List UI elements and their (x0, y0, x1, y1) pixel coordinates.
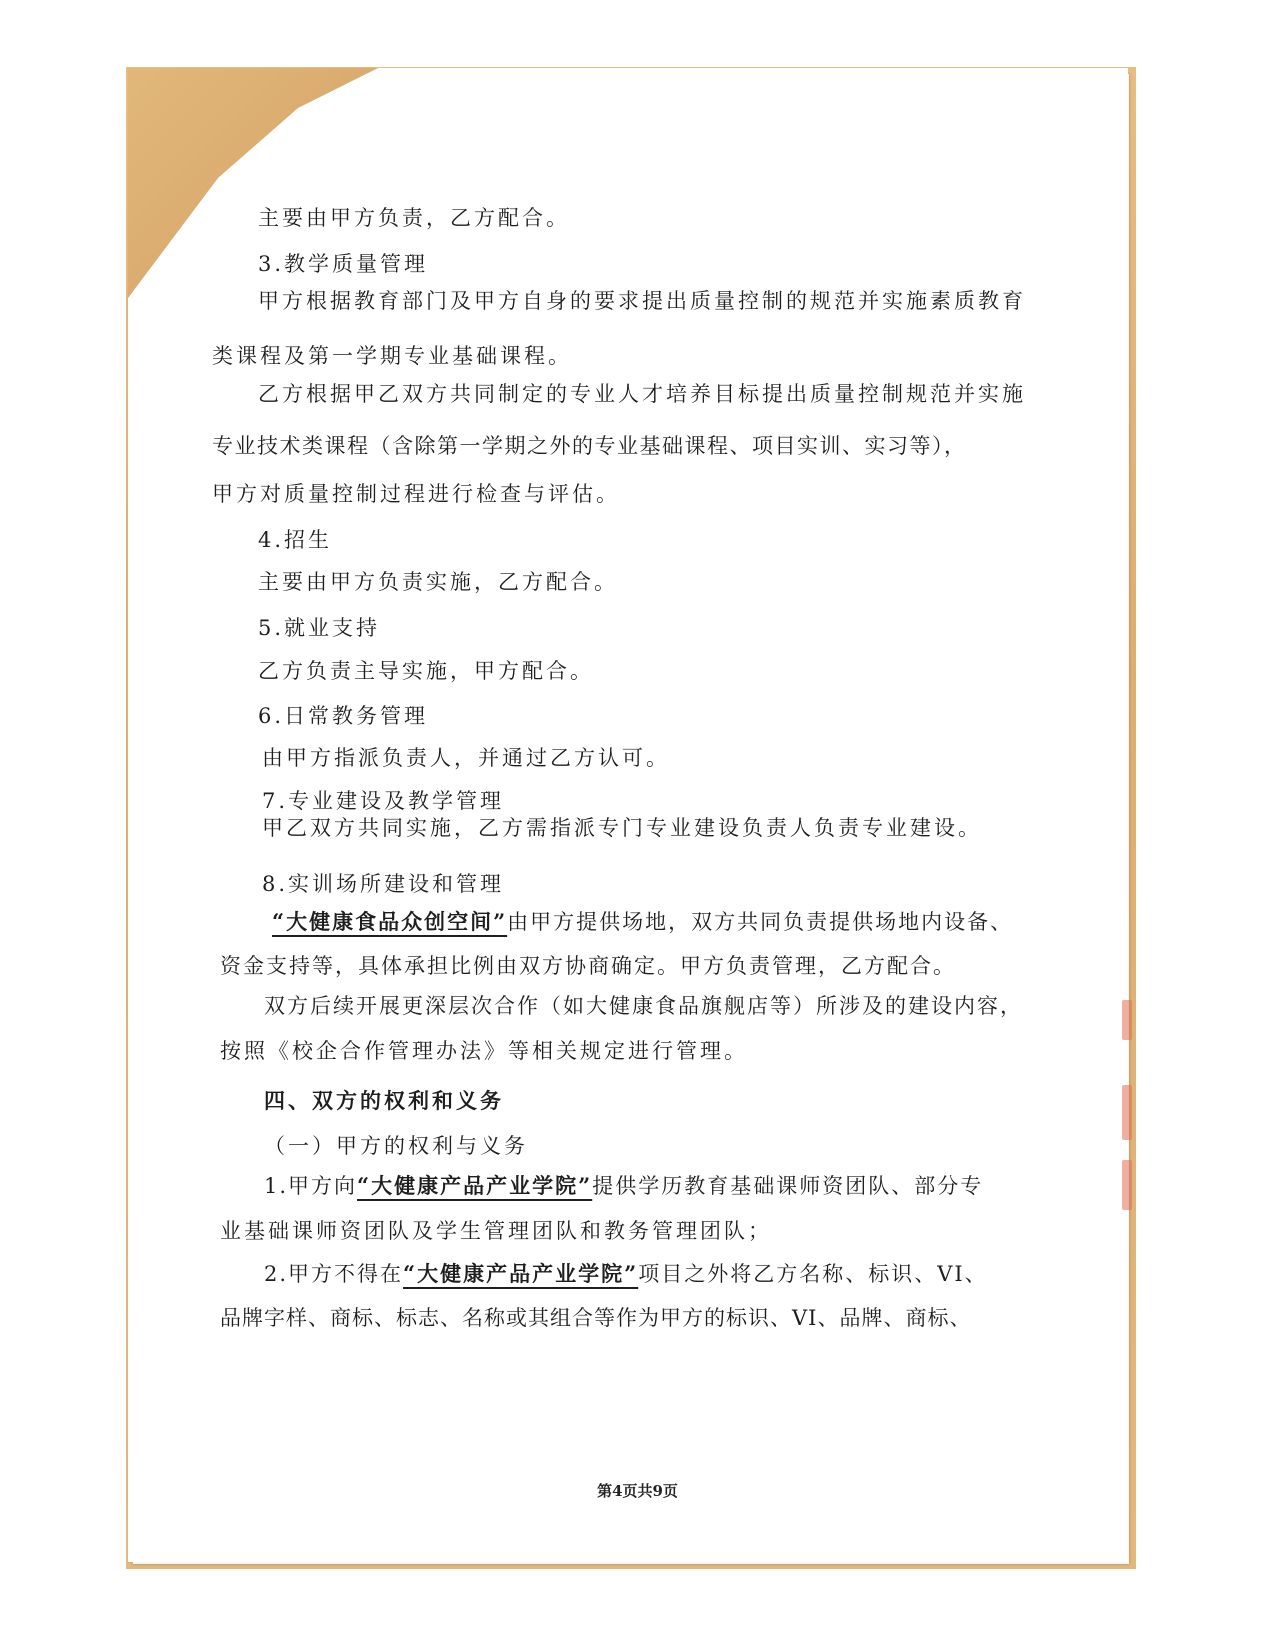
body-line: 主要由甲方负责实施，乙方配合。 (258, 570, 618, 594)
chapter-heading: 四、双方的权利和义务 (264, 1088, 504, 1113)
section-heading: 8.实训场所建设和管理 (262, 872, 505, 896)
body-text: 由甲方提供场地，双方共同负责提供场地内设备、 (507, 910, 1014, 934)
quoted-project-name: “大健康产品产业学院” (403, 1261, 639, 1286)
body-text: 项目之外将乙方名称、标识、VI、 (638, 1262, 988, 1286)
body-line: 业基础课师资团队及学生管理团队和教务管理团队； (220, 1219, 772, 1243)
seal-mark (1122, 1000, 1132, 1040)
body-line: 乙方根据甲乙双方共同制定的专业人才培养目标提出质量控制规范并实施 (258, 382, 1026, 406)
body-text: 2.甲方不得在 (264, 1262, 404, 1286)
section-heading: 5.就业支持 (258, 616, 381, 640)
section-heading: 4.招生 (258, 528, 333, 552)
body-line: 乙方负责主导实施，甲方配合。 (258, 659, 594, 683)
body-line: 双方后续开展更深层次合作（如大健康食品旗舰店等）所涉及的建设内容， (264, 994, 1023, 1018)
section-heading: 6.日常教务管理 (258, 704, 429, 728)
body-line (264, 1170, 983, 1200)
body-line: 甲方对质量控制过程进行检查与评估。 (212, 482, 620, 506)
section-heading: 7.专业建设及教学管理 (262, 789, 505, 813)
body-line: 资金支持等，具体承担比例由双方协商确定。甲方负责管理，乙方配合。 (220, 954, 956, 978)
body-line: 甲乙双方共同实施，乙方需指派专门专业建设负责人负责专业建设。 (262, 816, 982, 840)
body-line: 甲方根据教育部门及甲方自身的要求提出质量控制的规范并实施素质教育 (258, 289, 1026, 313)
body-line: 按照《校企合作管理办法》等相关规定进行管理。 (220, 1039, 748, 1063)
body-line: 主要由甲方负责，乙方配合。 (258, 206, 570, 230)
body-line: 专业技术类课程（含除第一学期之外的专业基础课程、项目实训、实习等）， (212, 434, 967, 458)
body-line: 品牌字样、商标、标志、名称或其组合等作为甲方的标识、VI、品牌、商标、 (220, 1306, 972, 1330)
seal-mark (1122, 1160, 1132, 1210)
body-text: 提供学历教育基础课师资团队、部分专 (592, 1174, 984, 1198)
section-heading: 3.教学质量管理 (258, 252, 429, 276)
sub-heading: （一）甲方的权利与义务 (264, 1134, 528, 1158)
quoted-project-name: “大健康食品众创空间” (272, 909, 508, 934)
page-footer: 第4页共9页 (597, 1482, 678, 1500)
quoted-project-name: “大健康产品产业学院” (357, 1173, 593, 1198)
body-line (272, 906, 1013, 936)
seal-mark (1122, 1085, 1132, 1140)
body-text: 1.甲方向 (264, 1174, 358, 1198)
body-line: 由甲方指派负责人，并通过乙方认可。 (262, 746, 670, 770)
body-line (264, 1258, 988, 1288)
body-line: 类课程及第一学期专业基础课程。 (212, 344, 572, 368)
